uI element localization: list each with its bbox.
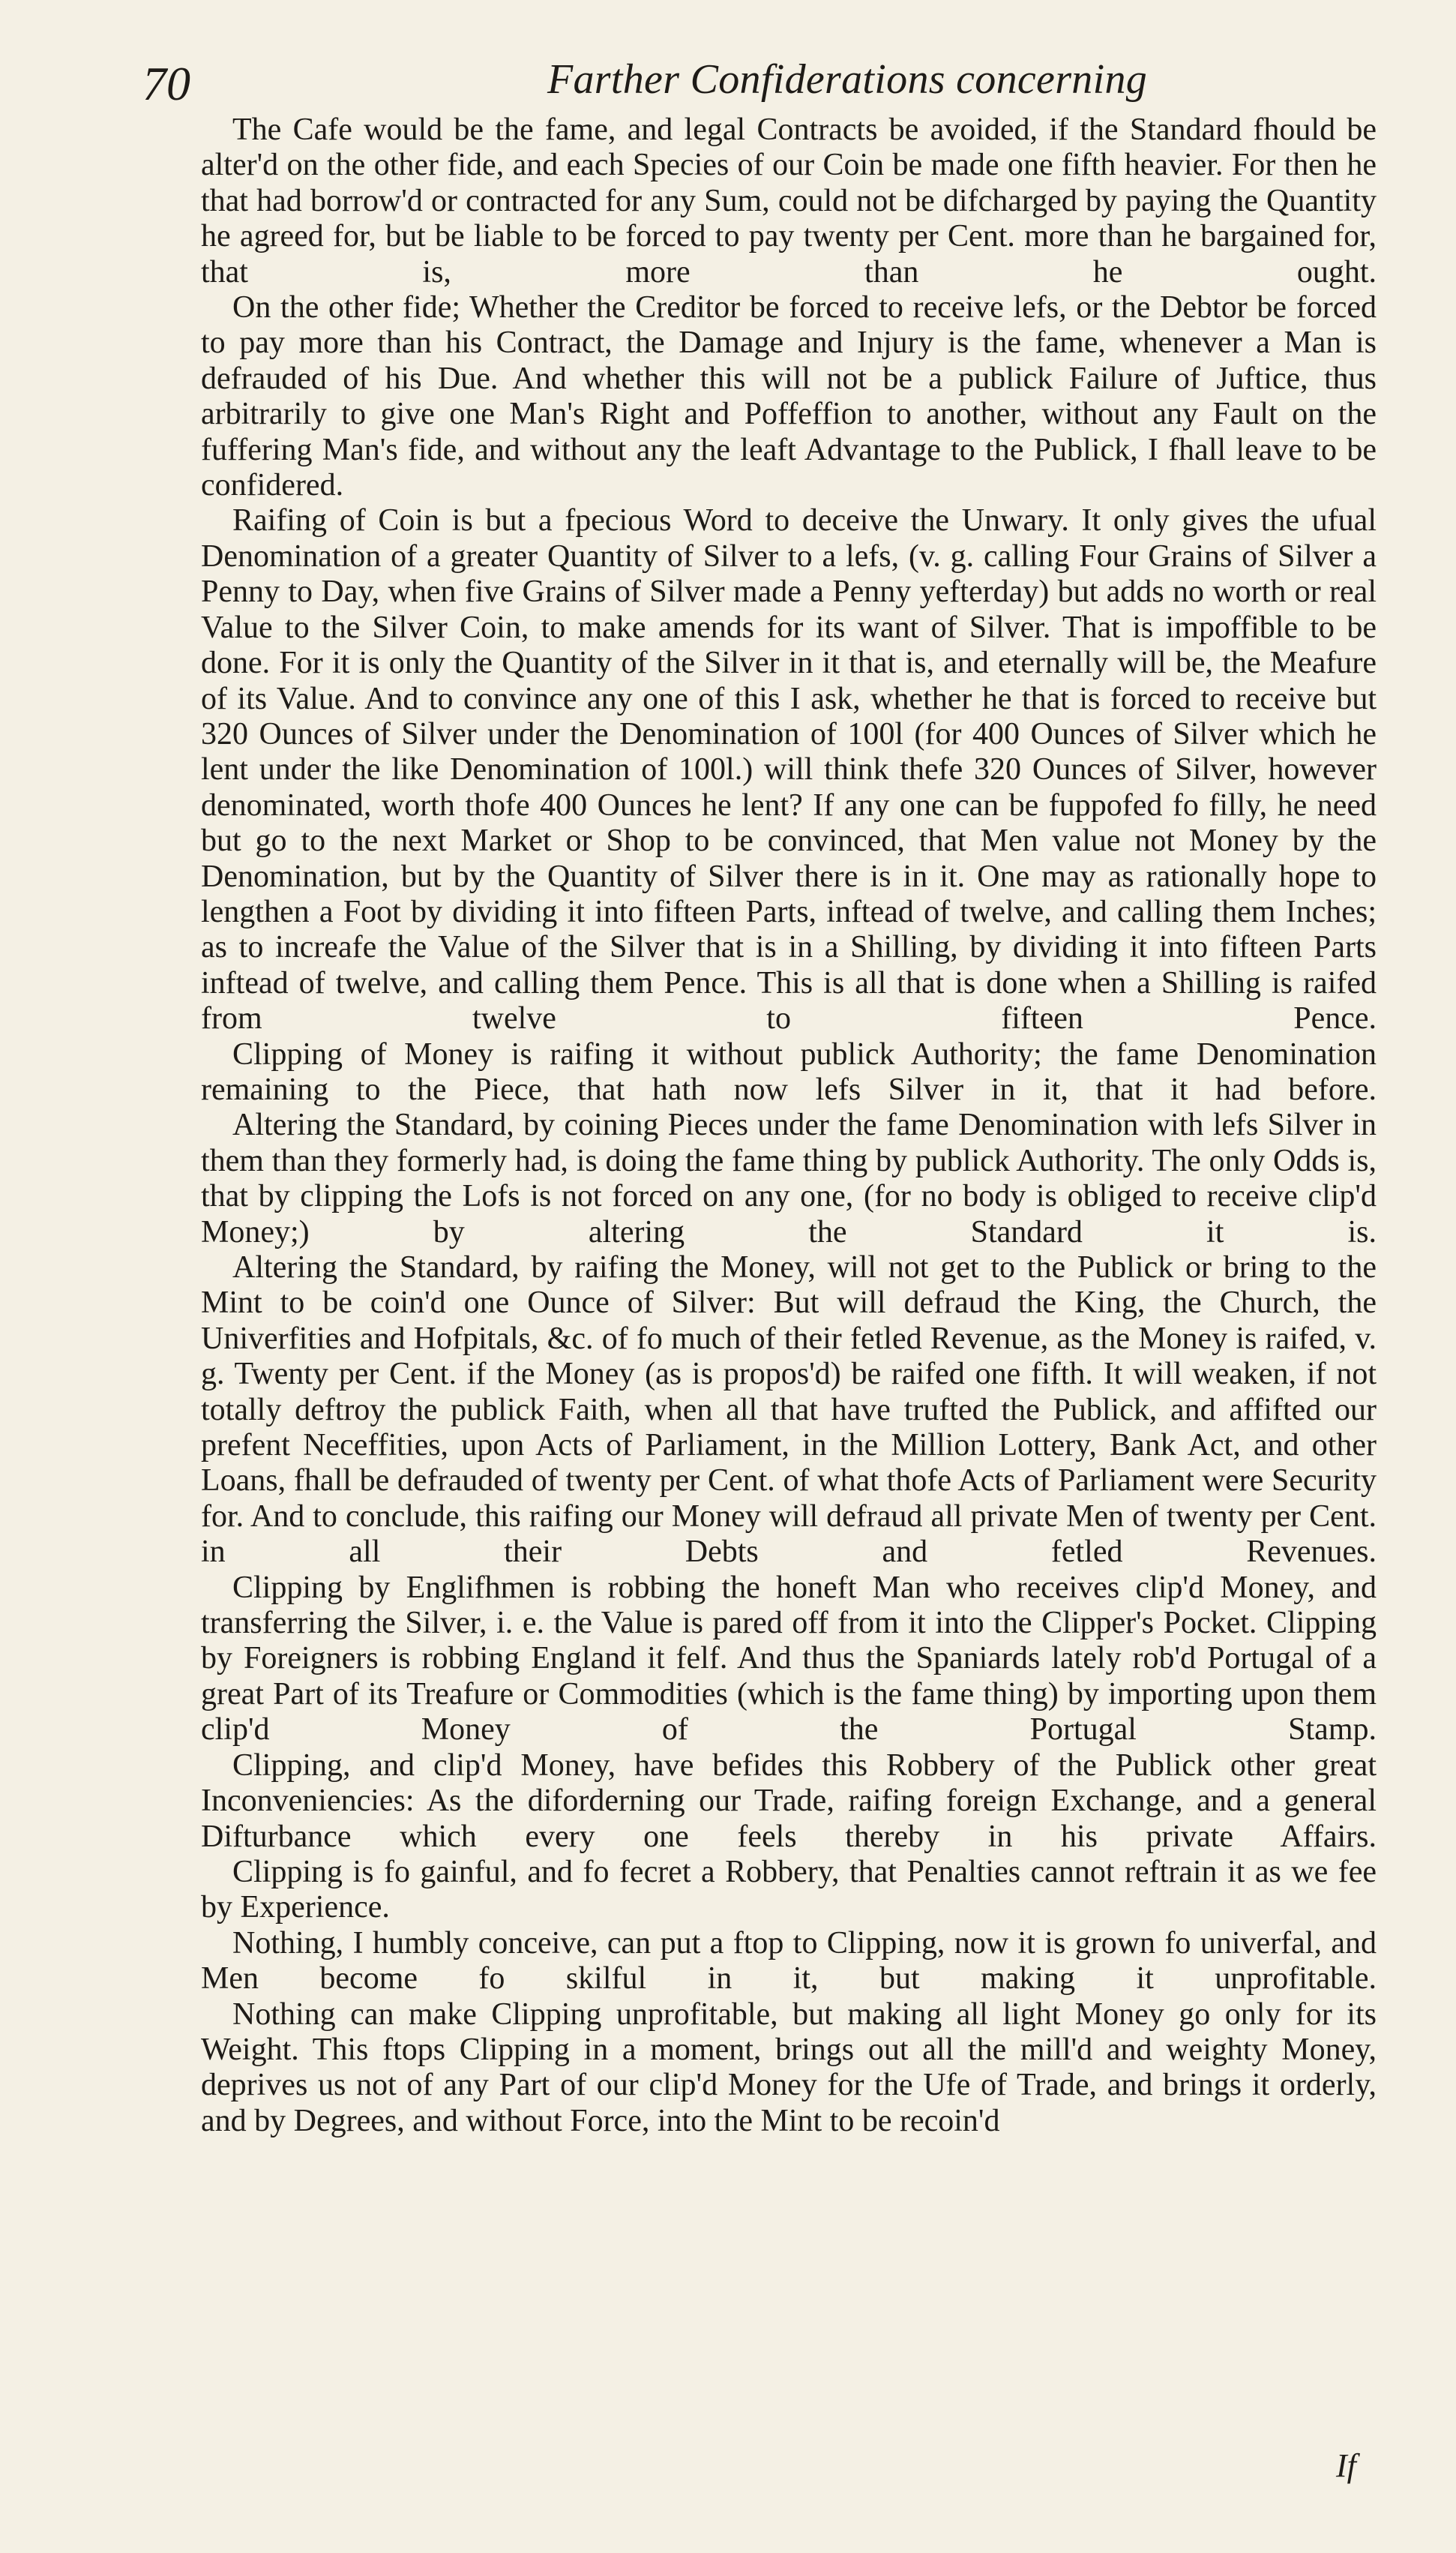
paragraph-1: The Cafe would be the fame, and legal Contracts be avoided, if the Standard fhould be alter'd on the other fide, and each Species of our Coin be made one fifth heavier. For then he that had borrow'd or contracted for any Sum, could not be difcharged by paying the Quantity he agreed for, but be liable to be forced to pay twenty per Cent. more than he bargained for, that is, more than he ought. [201, 112, 1377, 290]
paragraph-5: Altering the Standard, by coining Pieces under the fame Denomination with lefs Silver in them than they formerly had, is doing the fame thing by publick Authority. The only Odds is, that by clipping the Lofs is not forced on any one, (for no body is obliged to receive clip'd Money;) by altering the Standard it is. [201, 1108, 1377, 1250]
paragraph-7: Clipping by Englifhmen is robbing the honeft Man who receives clip'd Money, and transferring the Silver, i. e. the Value is pared off from it into the Clipper's Pocket. Clipping by Foreigners is robbing England it felf. And thus the Spaniards lately rob'd Portugal of a great Part of its Treafure or Commodities (which is the fame thing) by importing upon them clip'd Money of the Portugal Stamp. [201, 1570, 1377, 1748]
running-head: Farther Confiderations concerning [547, 56, 1148, 103]
paragraph-4: Clipping of Money is raifing it without publick Authority; the fame Denomination remaining to the Piece, that hath now lefs Silver in it, that it had before. [201, 1036, 1377, 1107]
paragraph-2: On the other fide; Whether the Creditor be forced to receive lefs, or the Debtor be forced to pay more than his Contract, the Damage and Injury is the fame, whenever a Man is defrauded of his Due. And whether this will not be a publick Failure of Juftice, thus arbitrarily to give one Man's Right and Poffeffion to another, without any Fault on the fuffering Man's fide, and without any the leaft Advantage to the Publick, I fhall leave to be confidered. [201, 290, 1377, 503]
catchword: If [1336, 2447, 1356, 2484]
body-text [201, 112, 1377, 2139]
paragraph-11: Nothing can make Clipping unprofitable, but making all light Money go only for its Weight. This ftops Clipping in a moment, brings out all the mill'd and weighty Money, deprives us not of any Part of our clip'd Money for the Ufe of Trade, and brings it orderly, and by Degrees, and without Force, into the Mint to be recoin'd [201, 1996, 1377, 2138]
page-number: 70 [142, 57, 190, 110]
paragraph-8: Clipping, and clip'd Money, have befides this Robbery of the Publick other great Inconveniencies: As the diforderning our Trade, raifing foreign Exchange, and a general Difturbance which every one feels thereby in his private Affairs. [201, 1748, 1377, 1854]
paragraph-9: Clipping is fo gainful, and fo fecret a Robbery, that Penalties cannot reftrain it as we fee by Experience. [201, 1854, 1377, 1925]
paragraph-6: Altering the Standard, by raifing the Money, will not get to the Publick or bring to the Mint to be coin'd one Ounce of Silver: But will defraud the King, the Church, the Univerfities and Hofpitals, &c. of fo much of their fetled Revenue, as the Money is raifed, v. g. Twenty per Cent. if the Money (as is propos'd) be raifed one fifth. It will weaken, if not totally deftroy the publick Faith, when all that have trufted the Publick, and affifted our prefent Neceffities, upon Acts of Parliament, in the Million Lottery, Bank Act, and other Loans, fhall be defrauded of twenty per Cent. of what thofe Acts of Parliament were Security for. And to conclude, this raifing our Money will defraud all private Men of twenty per Cent. in all their Debts and fetled Revenues. [201, 1250, 1377, 1570]
paragraph-10: Nothing, I humbly conceive, can put a ftop to Clipping, now it is grown fo univerfal, and Men become fo skilful in it, but making it unprofitable. [201, 1925, 1377, 1996]
paragraph-3: Raifing of Coin is but a fpecious Word to deceive the Unwary. It only gives the ufual Denomination of a greater Quantity of Silver to a lefs, (v. g. calling Four Grains of Silver a Penny to Day, when five Grains of Silver made a Penny yefterday) but adds no worth or real Value to the Silver Coin, to make amends for its want of Silver. That is impoffible to be done. For it is only the Quantity of the Silver in it that is, and eternally will be, the Meafure of its Value. And to convince any one of this I ask, whether he that is forced to receive but 320 Ounces of Silver under the Denomination of 100l (for 400 Ounces of Silver which he lent under the like Denomination of 100l.) will think thefe 320 Ounces of Silver, however denominated, worth thofe 400 Ounces he lent? If any one can be fuppofed fo filly, he need but go to the next Market or Shop to be convinced, that Men value not Money by the Denomination, but by the Quantity of Silver there is in it. One may as rationally hope to lengthen a Foot by dividing it into fifteen Parts, inftead of twelve, and calling them Inches; as to increafe the Value of the Silver that is in a Shilling, by dividing it into fifteen Parts inftead of twelve, and calling them Pence. This is all that is done when a Shilling is raifed from twelve to fifteen Pence. [201, 503, 1377, 1036]
